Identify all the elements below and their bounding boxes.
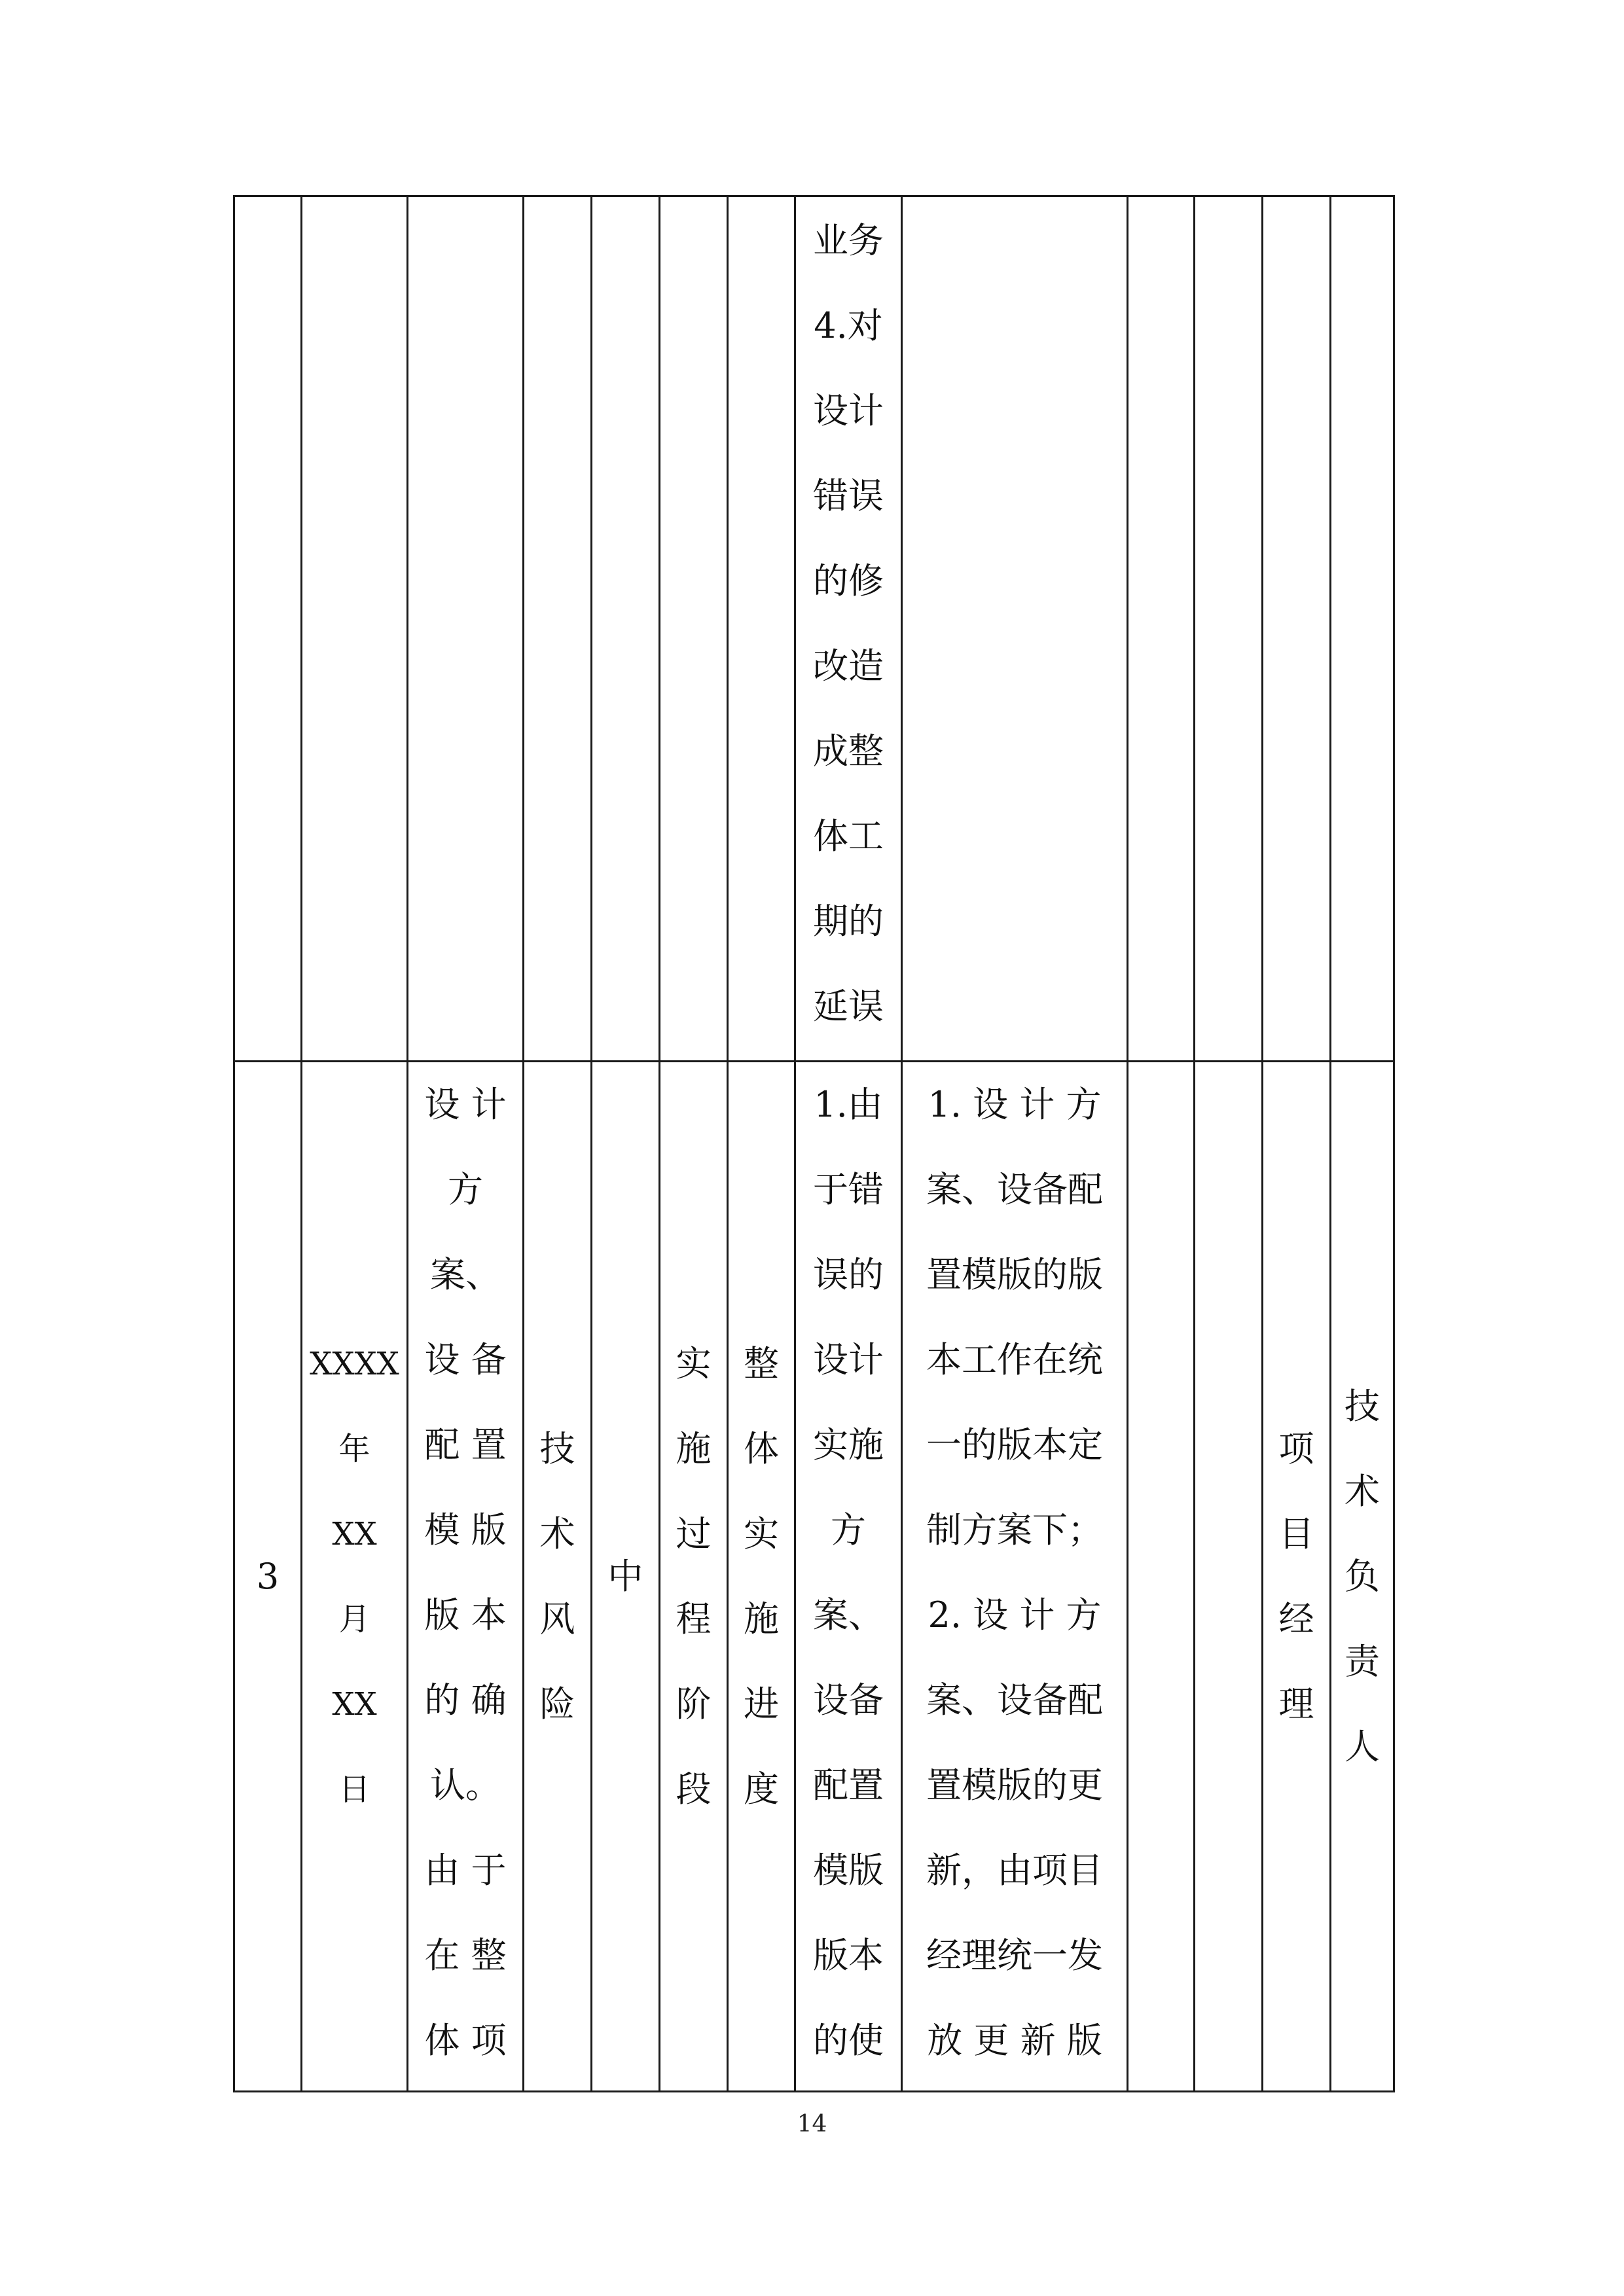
reviewer-text: 技 术 负 责 人: [1344, 1385, 1380, 1767]
cell-risk-name: [408, 1062, 524, 2092]
risk-name-text: 设 计 方 案、 设 备 配 置 模 版 版 本 的 确 认。 由 于 在 整 体 项: [424, 1084, 507, 2061]
cell-countermeasure: [902, 1062, 1128, 2092]
cell-col11: [1128, 1062, 1195, 2092]
countermeasure-text: 1. 设 计 方 案、设备配 置模版的版 本工作在统 一的版本定 制方案下； 2. 设 计 方 案、设备配 置模版的更 新，由项目 经理统一发 放 更 新 版: [926, 1084, 1103, 2061]
cell-reviewer: [1331, 1062, 1394, 2092]
impact-scope-text: 整 体 实 施 进 度: [744, 1342, 779, 1810]
cell-impact-scope: [728, 196, 795, 1062]
cell-date: [302, 196, 408, 1062]
cell-reviewer: [1331, 196, 1394, 1062]
page-number: 14: [797, 2111, 827, 2138]
cell-risk-level: [592, 196, 660, 1062]
cell-risk-type: [524, 196, 592, 1062]
row-index: 3: [256, 1555, 280, 1597]
cell-countermeasure: [902, 196, 1128, 1062]
cell-risk-description: [795, 1062, 902, 2092]
cell-risk-name: [408, 196, 524, 1062]
owner-text: 项 目 经 理: [1278, 1427, 1314, 1725]
cell-impact-scope: [728, 1062, 795, 2092]
table-row-continuation: [234, 196, 1394, 1062]
cell-risk-level: [592, 1062, 660, 2092]
cell-col11: [1128, 196, 1195, 1062]
risk-register-table: [233, 195, 1395, 2092]
cell-index: [234, 1062, 302, 2092]
cell-risk-type: [524, 1062, 592, 2092]
risk-type-text: 技 术 风 险: [539, 1427, 575, 1725]
risk-description-text: 1.由 于错 误的 设计 实施 方 案、 设备 配置 模版 版本 的使: [813, 1084, 884, 2061]
cell-risk-description: [795, 196, 902, 1062]
table-row-3: [234, 1062, 1394, 2092]
risk-level-text: 中: [607, 1555, 643, 1597]
row-date: XXXX 年 XX 月 XX 日: [310, 1345, 399, 1808]
cell-phase: [660, 196, 728, 1062]
cell-owner: [1263, 1062, 1331, 2092]
cell-col12: [1195, 196, 1263, 1062]
cell-index: [234, 196, 302, 1062]
cell-col12: [1195, 1062, 1263, 2092]
cell-date: [302, 1062, 408, 2092]
cell-phase: [660, 1062, 728, 2092]
risk-description-text: 业务 4.对 设计 错误 的修 改造 成整 体工 期的 延误: [813, 220, 884, 1027]
phase-text: 实 施 过 程 阶 段: [676, 1342, 712, 1810]
cell-owner: [1263, 196, 1331, 1062]
